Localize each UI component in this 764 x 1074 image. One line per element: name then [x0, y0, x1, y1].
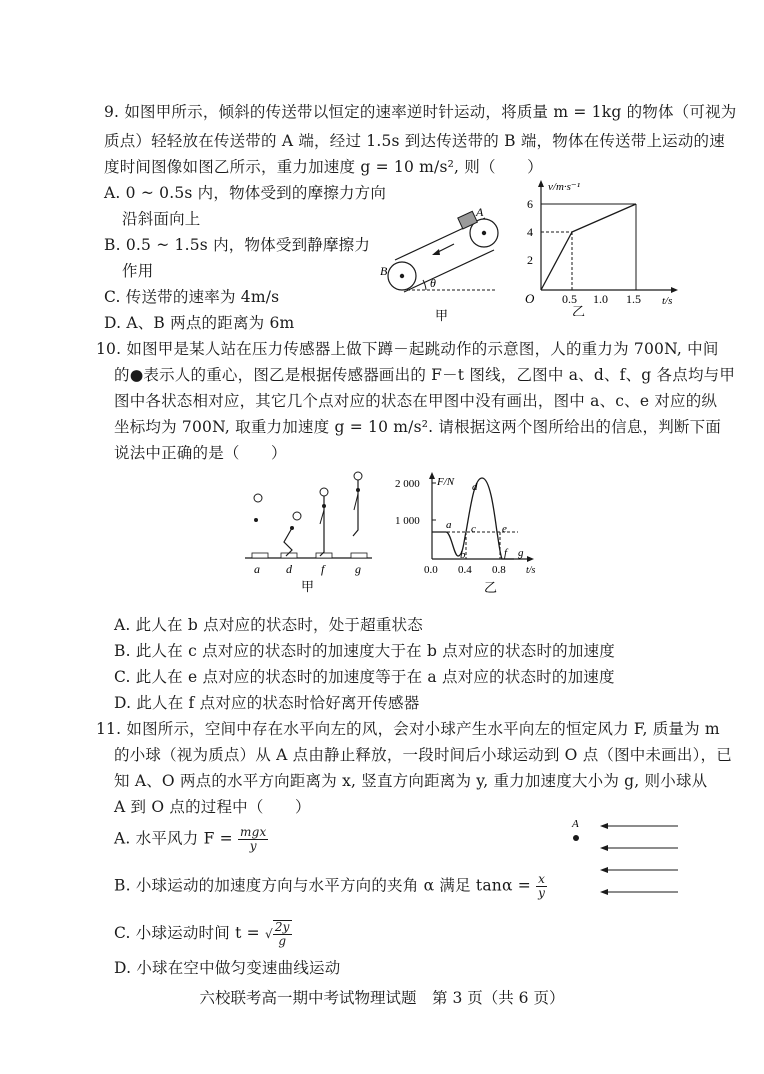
caption-yi-10: 乙 — [484, 580, 498, 595]
label-a: A — [476, 205, 484, 219]
q10-stem-line-2: 的●表示人的重心，图乙是根据传感器画出的 F－t 图线，乙图中 a、d、f、g 各点均与甲 — [114, 366, 736, 384]
q10-stem-line-4: 坐标均为 700N, 取重力加速度 g = 10 m/s². 请根据这两个图所给出的信息，判断下面 — [114, 418, 722, 436]
person-label-a: a — [254, 562, 260, 576]
q10-stem-line-3: 图中各状态相对应，其它几个点对应的状态在甲图中没有画出，图中 a、c、e 对应的纵 — [114, 392, 718, 410]
belt-lower-edge — [404, 250, 494, 292]
f-axis-label: F/N — [437, 476, 455, 488]
q10-ft-graph — [390, 470, 550, 595]
person-label-d: d — [286, 562, 292, 576]
q9-conveyor-figure — [372, 200, 512, 330]
q9-stem-line-2: 质点）轻轻放在传送带的 A 端，经过 1.5s 到达传送带的 B 端，物体在传送带上运动的速 — [104, 132, 725, 150]
q9-option-b: B. 0.5 ~ 1.5s 内，物体受到静摩擦力 — [104, 236, 371, 254]
x-tick-15: 1.5 — [626, 292, 641, 306]
y-axis-label: v/m·s⁻¹ — [548, 181, 581, 193]
ball — [573, 835, 579, 841]
q9-vt-graph — [516, 176, 686, 316]
q10-stem-line-5: 说法中正确的是（ ） — [114, 444, 287, 462]
angle-label: θ — [430, 276, 436, 290]
point-f: f — [504, 547, 508, 559]
x-axis-label: t/s — [662, 295, 673, 307]
point-a: a — [446, 519, 452, 531]
q9-option-d: D. A、B 两点的距离为 6m — [104, 314, 295, 332]
velocity-segment-1 — [541, 232, 572, 290]
q11-option-b: B. 小球运动的加速度方向与水平方向的夹角 α 满足 tanα = $\frac{x}{y}$ — [114, 872, 546, 900]
q9-option-a: A. 0 ~ 0.5s 内，物体受到的摩擦力方向 — [104, 184, 387, 202]
q9-option-c: C. 传送带的速率为 4m/s — [104, 288, 280, 306]
t-tick-08: 0.8 — [492, 564, 506, 576]
q10-stem-line-1: 10. 如图甲是某人站在压力传感器上做下蹲－起跳动作的示意图，人的重力为 700N, 中间 — [96, 340, 719, 358]
q11-wind-figure — [562, 812, 684, 904]
q11-option-d: D. 小球在空中做匀变速曲线运动 — [114, 959, 341, 977]
point-c: c — [471, 523, 476, 535]
q9-option-b-cont: 作用 — [122, 262, 154, 280]
x-tick-05: 0.5 — [562, 292, 577, 306]
point-d: d — [472, 481, 478, 493]
q10-option-a: A. 此人在 b 点对应的状态时，处于超重状态 — [114, 616, 423, 634]
t-tick-04: 0.4 — [458, 564, 472, 576]
q11-stem-line-2: 的小球（视为质点）从 A 点由静止释放，一段时间后小球运动到 O 点（图中未画出），已 — [114, 746, 732, 764]
point-g: g — [518, 547, 524, 559]
y-tick-2: 2 — [527, 253, 533, 267]
q10-person-figure — [240, 470, 380, 595]
caption-jia: 甲 — [435, 308, 449, 323]
origin-label: O — [525, 291, 535, 306]
q11-stem-line-1: 11. 如图所示，空间中存在水平向左的风，会对小球产生水平向左的恒定风力 F, 质量为 m — [96, 720, 720, 738]
q11-stem-line-4: A 到 O 点的过程中（ ） — [114, 798, 311, 816]
q10-option-c: C. 此人在 e 点对应的状态时的加速度等于在 a 点对应的状态时的加速度 — [114, 668, 615, 686]
velocity-segment-2 — [572, 204, 636, 232]
y-tick-6: 6 — [527, 197, 533, 211]
q9-option-a-cont: 沿斜面向上 — [122, 210, 201, 228]
caption-jia-10: 甲 — [301, 579, 315, 594]
caption-yi: 乙 — [572, 304, 586, 316]
person-label-g: g — [355, 562, 361, 576]
t-axis-label: t/s — [526, 565, 536, 576]
f-tick-2000: 2 000 — [395, 478, 420, 490]
q11-option-c: C. 小球运动时间 t = √ $\frac{2y}{g}$ — [114, 920, 290, 948]
q11-option-a: A. 水平风力 F = $\frac{\text{mgx}}{y}$ — [114, 825, 267, 853]
t-tick-00: 0.0 — [424, 564, 438, 576]
point-e: e — [502, 523, 507, 535]
q10-option-b: B. 此人在 c 点对应的状态时的加速度大于在 b 点对应的状态时的加速度 — [114, 642, 615, 660]
y-tick-4: 4 — [527, 225, 533, 239]
x-tick-10: 1.0 — [593, 292, 608, 306]
f-tick-1000: 1 000 — [395, 515, 420, 527]
ball-label: A — [572, 818, 579, 830]
q11-stem-line-3: 知 A、O 两点的水平方向距离为 x, 竖直方向距离为 y, 重力加速度大小为 g, 则小球从 — [114, 772, 708, 790]
point-b: b — [460, 549, 466, 561]
person-label-f: f — [321, 562, 325, 576]
page-footer: 六校联考高一期中考试物理试题 第 3 页（共 6 页） — [199, 989, 565, 1007]
q9-stem-line-1: 9. 如图甲所示，倾斜的传送带以恒定的速率逆时针运动，将质量 m = 1kg 的物体（可视为 — [104, 103, 737, 121]
q9-stem-line-3: 度时间图像如图乙所示，重力加速度 g = 10 m/s², 则（ ） — [104, 158, 543, 176]
q10-option-d: D. 此人在 f 点对应的状态时恰好离开传感器 — [114, 694, 420, 712]
label-b: B — [380, 264, 388, 278]
